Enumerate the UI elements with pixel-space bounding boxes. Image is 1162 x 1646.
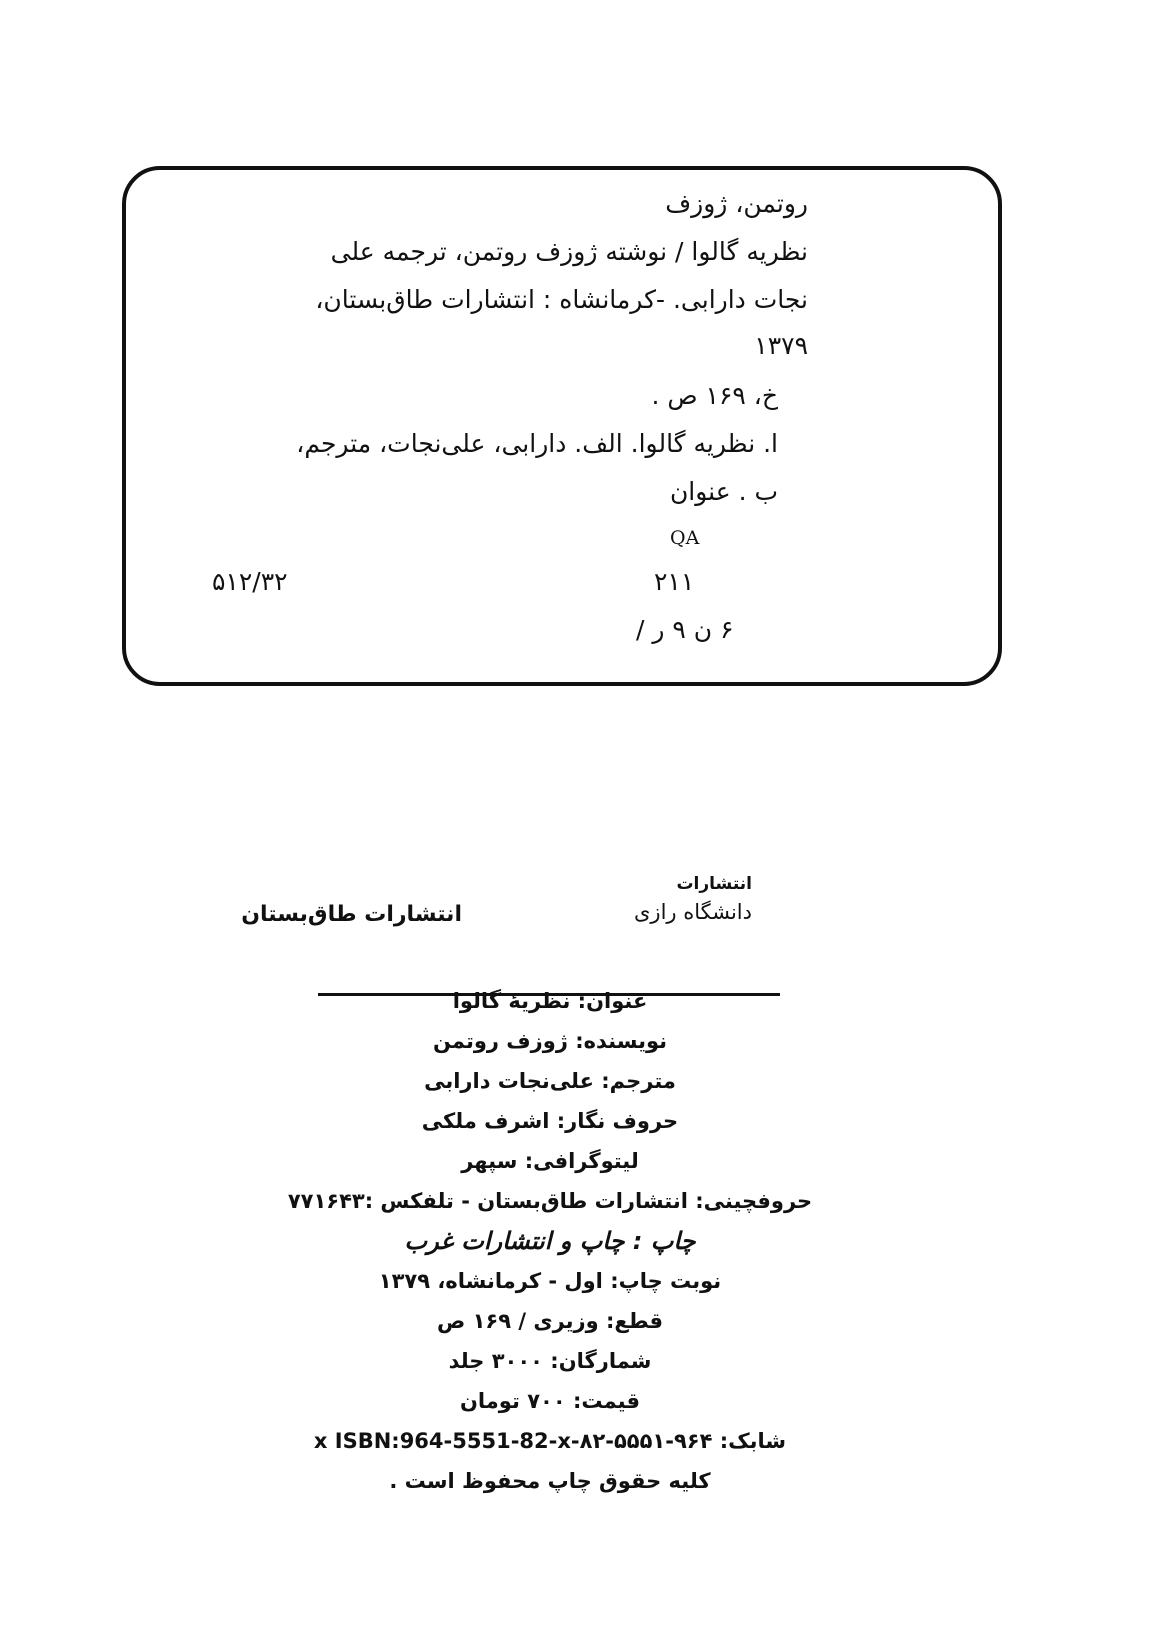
catalog-author-heading: روتمن، ژوزف (665, 189, 808, 218)
catalog-lc-class: QA (670, 527, 700, 549)
colophon-typesetting: حروفچینی: انتشارات طاق‌بستان - تلفکس :۷۷۱۶۴۳ (287, 1189, 813, 1213)
colophon-lithography: لیتوگرافی: سپهر (461, 1149, 639, 1173)
catalog-pagination: خ، ۱۶۹ ص . (651, 381, 778, 410)
razi-university-name: دانشگاه رازی (634, 900, 752, 924)
catalog-dewey-number: ۵۱۲/۳۲ (212, 567, 288, 596)
colophon-format: قطع: وزیری / ۱۶۹ ص (437, 1309, 663, 1333)
catalog-lc-cutter: ۶ ن ۹ ر / (636, 615, 734, 644)
colophon-print-run: شمارگان: ۳۰۰۰ جلد (448, 1349, 652, 1373)
catalog-title-continued: نجات دارابی. -کرمانشاه : انتشارات طاق‌بستان، (315, 285, 808, 314)
taq-bostan-publisher: انتشارات طاق‌بستان (241, 902, 462, 927)
catalog-lc-number: ۲۱۱ (654, 567, 695, 596)
catalog-title-statement: نظریه گالوا / نوشته ژوزف روتمن، ترجمه علی (330, 237, 808, 266)
razi-publisher-label: انتشارات (676, 874, 752, 894)
catalog-tracing-1: ا. نظریه گالوا. الف. دارابی، علی‌نجات، مترجم، (296, 429, 778, 458)
colophon-price: قیمت: ۷۰۰ تومان (460, 1389, 640, 1413)
colophon-isbn: شابک: ۹۶۴-۵۵۵۱-۸۲-x ISBN:964-5551-82-x (313, 1429, 787, 1453)
colophon-title: عنوان: نظریهٔ گالوا (452, 989, 648, 1013)
catalog-year: ۱۳۷۹ (754, 331, 808, 360)
colophon-translator: مترجم: علی‌نجات دارابی (424, 1069, 676, 1093)
catalog-tracing-2: ب . عنوان (669, 477, 778, 506)
colophon-printing: چاپ : چاپ و انتشارات غرب (404, 1227, 696, 1255)
colophon-typist: حروف نگار: اشرف ملکی (421, 1109, 679, 1133)
colophon-author: نویسنده: ژوزف روتمن (432, 1029, 668, 1053)
colophon-edition: نوبت چاپ: اول - کرمانشاه، ۱۳۷۹ (378, 1269, 722, 1293)
colophon-rights: کلیه حقوق چاپ محفوظ است . (389, 1469, 711, 1493)
